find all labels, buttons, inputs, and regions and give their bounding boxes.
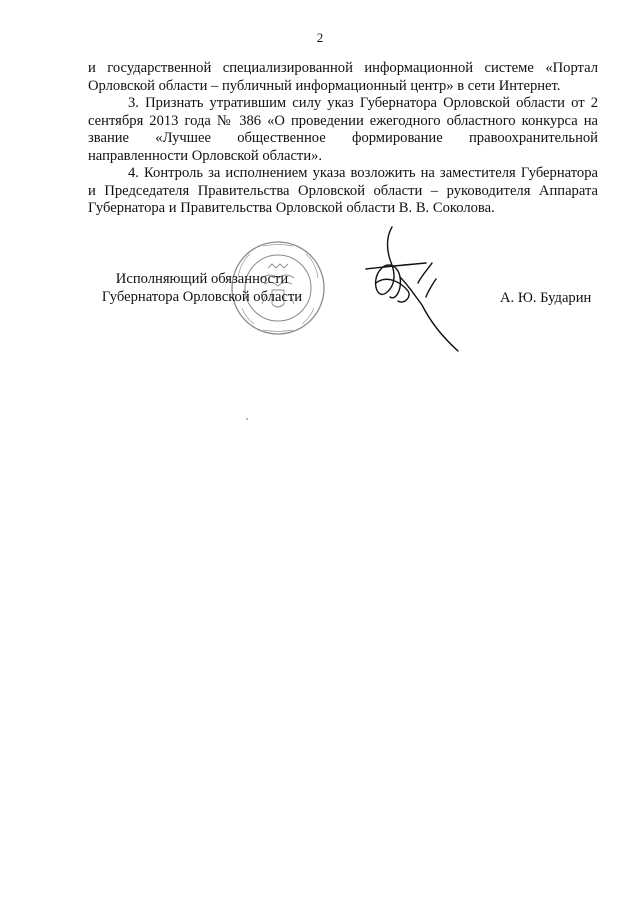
signatory-position-line2: Губернатора Орловской области [101, 289, 303, 305]
document-body [88, 60, 598, 218]
page-number: 2 [316, 30, 324, 45]
scan-speck [246, 418, 248, 420]
signatory-name: А. Ю. Бударин [500, 290, 592, 306]
paragraph-item-4: 4. Контроль за исполнением указа возложить на заместителя Губернатора и Председателя Правительства Орловской области – руководителя Аппарата Губернатора и Правительства Орловской области В. В. Соколова. [88, 165, 598, 216]
handwritten-signature-icon [356, 225, 466, 355]
signatory-position-line1: Исполняющий обязанности [115, 271, 289, 287]
paragraph-item-3: 3. Признать утратившим силу указ Губернатора Орловской области от 2 сентября 2013 года № 386 «О проведении ежегодного областного конкурса на звание «Лучшее общественное формирование правоохранительной направленности Орловской области». [88, 95, 598, 164]
paragraph-continuation: и государственной специализированной информационной системе «Портал Орловской области – публичный информационный центр» в сети Интернет. [88, 60, 598, 94]
signatory-position [92, 270, 312, 306]
